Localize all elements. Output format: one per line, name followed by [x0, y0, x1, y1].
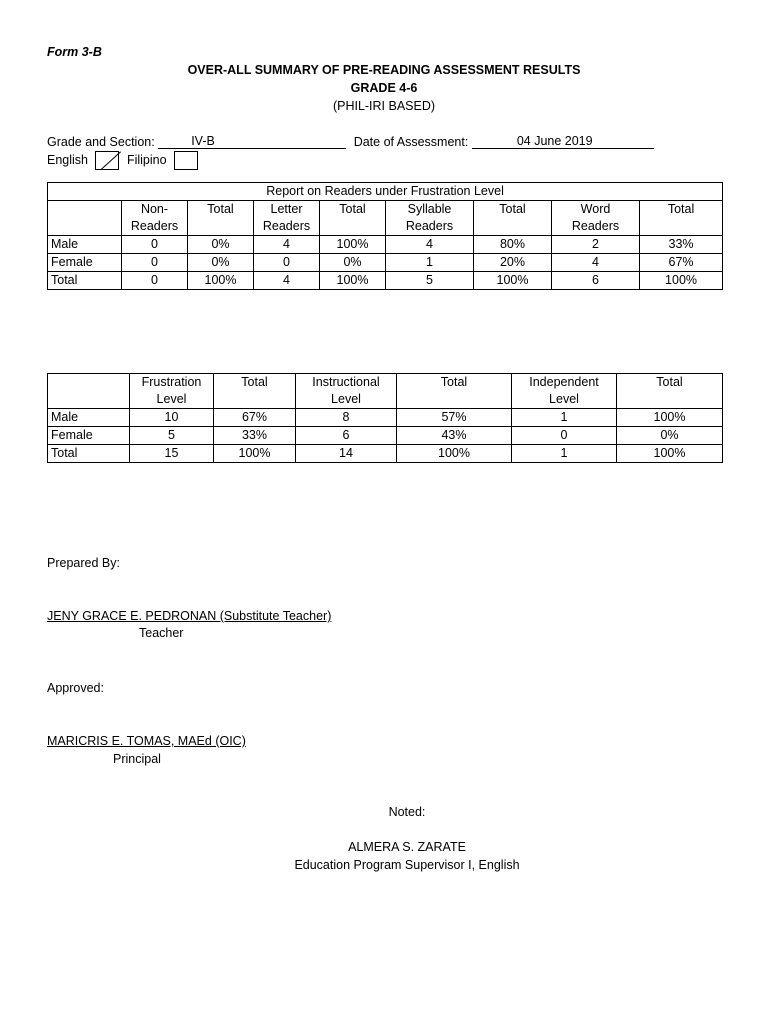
grade-section-field[interactable]	[158, 134, 346, 149]
noter-name: ALMERA S. ZARATE	[348, 840, 466, 854]
table-row	[48, 445, 723, 463]
table-cell: 67%	[640, 254, 723, 272]
table1-header-cell: Readers	[552, 218, 640, 236]
table-cell: 0	[254, 254, 320, 272]
noted-label: Noted:	[388, 805, 426, 819]
table-row	[48, 409, 723, 427]
date-label: Date of Assessment:	[353, 135, 469, 149]
table2-header-cell: Level	[512, 391, 617, 409]
row-label: Female	[48, 254, 122, 272]
table-row	[48, 272, 723, 290]
table2-header-row	[48, 374, 723, 392]
table-cell: 100%	[617, 445, 723, 463]
table-cell: 100%	[397, 445, 512, 463]
table-cell: 100%	[214, 445, 296, 463]
table2-header-cell	[214, 391, 296, 409]
table-cell: 0	[122, 236, 188, 254]
noter-position: Education Program Supervisor I, English	[294, 858, 520, 872]
table2-header-cell	[48, 374, 130, 392]
table-cell: 0%	[320, 254, 386, 272]
table-cell: 6	[552, 272, 640, 290]
table1-header-cell: Syllable	[386, 201, 474, 219]
table1-header-row	[48, 201, 723, 219]
grade-section-label: Grade and Section:	[47, 135, 155, 149]
table1-header-cell	[320, 218, 386, 236]
table1-header-cell	[48, 201, 122, 219]
table-cell: 15	[130, 445, 214, 463]
grade-section-line	[47, 134, 654, 149]
form-id: Form 3-B	[47, 45, 102, 59]
table-cell: 4	[254, 236, 320, 254]
table1-header-cell: Total	[320, 201, 386, 219]
table-cell: 2	[552, 236, 640, 254]
table1-header-cell: Letter	[254, 201, 320, 219]
table2-header-cell: Level	[130, 391, 214, 409]
row-label: Female	[48, 427, 130, 445]
table1-header-cell: Readers	[254, 218, 320, 236]
basis-heading: (PHIL-IRI BASED)	[332, 99, 436, 113]
frustration-readers-table	[47, 182, 723, 290]
table1-header-cell: Readers	[122, 218, 188, 236]
reading-level-table	[47, 373, 723, 463]
filipino-checkbox[interactable]	[174, 151, 198, 170]
table-cell: 100%	[320, 272, 386, 290]
table-cell: 0%	[188, 254, 254, 272]
row-label: Male	[48, 409, 130, 427]
table-row	[48, 427, 723, 445]
table-cell: 100%	[640, 272, 723, 290]
row-label: Total	[48, 272, 122, 290]
table2-header-cell	[397, 391, 512, 409]
table-cell: 4	[254, 272, 320, 290]
preparer-name: JENY GRACE E. PEDRONAN (Substitute Teacher)	[47, 609, 332, 623]
approved-label: Approved:	[47, 681, 104, 695]
preparer-position: Teacher	[139, 626, 184, 640]
table1-header-cell: Word	[552, 201, 640, 219]
table-cell: 5	[130, 427, 214, 445]
table1-header-row	[48, 218, 723, 236]
row-label: Total	[48, 445, 130, 463]
table-cell: 80%	[474, 236, 552, 254]
date-field[interactable]	[472, 134, 654, 149]
table-row	[48, 236, 723, 254]
prepared-label: Prepared By:	[47, 556, 120, 570]
table-cell: 0	[122, 272, 188, 290]
table1-header-cell	[188, 218, 254, 236]
table-cell: 100%	[188, 272, 254, 290]
table1-header-cell	[474, 218, 552, 236]
table-cell: 100%	[617, 409, 723, 427]
table1-header-cell	[640, 218, 723, 236]
table2-header-cell: Total	[617, 374, 723, 392]
table-cell: 33%	[214, 427, 296, 445]
approver-position: Principal	[113, 752, 161, 766]
table-cell: 1	[512, 409, 617, 427]
table-cell: 5	[386, 272, 474, 290]
grade-heading: GRADE 4-6	[350, 81, 418, 95]
table2-header-cell: Instructional	[296, 374, 397, 392]
table-cell: 100%	[320, 236, 386, 254]
table2-header-row	[48, 391, 723, 409]
document-title: OVER-ALL SUMMARY OF PRE-READING ASSESSMENT RESULTS	[187, 63, 581, 77]
table-cell: 0%	[188, 236, 254, 254]
table-cell: 14	[296, 445, 397, 463]
table-cell: 8	[296, 409, 397, 427]
table1-header-cell: Readers	[386, 218, 474, 236]
language-line	[47, 151, 202, 170]
table2-header-cell: Level	[296, 391, 397, 409]
table-cell: 1	[512, 445, 617, 463]
table-cell: 4	[552, 254, 640, 272]
table2-header-cell: Total	[214, 374, 296, 392]
table-cell: 0	[512, 427, 617, 445]
table2-header-cell: Total	[397, 374, 512, 392]
table-cell: 57%	[397, 409, 512, 427]
english-checkbox[interactable]	[95, 151, 119, 170]
table-cell: 33%	[640, 236, 723, 254]
table-cell: 43%	[397, 427, 512, 445]
table1-header-cell: Total	[474, 201, 552, 219]
table-row	[48, 254, 723, 272]
table-cell: 67%	[214, 409, 296, 427]
date-value: 04 June 2019	[516, 134, 593, 148]
approver-name: MARICRIS E. TOMAS, MAEd (OIC)	[47, 734, 246, 748]
table1-header-cell: Non-	[122, 201, 188, 219]
table1-header-cell	[48, 218, 122, 236]
table2-header-cell	[617, 391, 723, 409]
table-cell: 0%	[617, 427, 723, 445]
table-cell: 6	[296, 427, 397, 445]
table-cell: 4	[386, 236, 474, 254]
table1-header-cell: Total	[640, 201, 723, 219]
table2-header-cell: Independent	[512, 374, 617, 392]
table2-header-cell	[48, 391, 130, 409]
table-cell: 0	[122, 254, 188, 272]
table-cell: 1	[386, 254, 474, 272]
table1-title: Report on Readers under Frustration Level	[48, 183, 723, 201]
table2-header-cell: Frustration	[130, 374, 214, 392]
grade-section-value: IV-B	[191, 134, 215, 148]
table-cell: 10	[130, 409, 214, 427]
table-cell: 20%	[474, 254, 552, 272]
table1-header-cell: Total	[188, 201, 254, 219]
row-label: Male	[48, 236, 122, 254]
filipino-label: Filipino	[126, 152, 167, 167]
table-cell: 100%	[474, 272, 552, 290]
english-label: English	[47, 152, 88, 167]
